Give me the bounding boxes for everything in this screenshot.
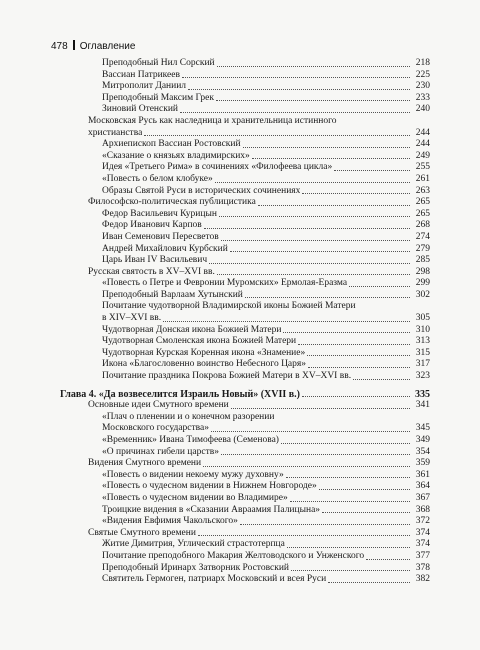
leader-dots (252, 157, 410, 159)
toc-page-number: 249 (415, 150, 430, 161)
toc-subsection-entry[interactable] (88, 435, 430, 447)
leader-dots (217, 65, 410, 67)
toc-page-number: 313 (415, 336, 430, 347)
leader-dots (243, 146, 410, 148)
toc-page-number: 240 (415, 104, 430, 115)
toc-page-number: 274 (415, 231, 430, 242)
toc-subsection-entry[interactable] (88, 493, 430, 505)
toc-entry-title: Вассиан Патрикеев (102, 69, 180, 80)
toc-subsection-entry[interactable] (88, 81, 430, 93)
leader-dots (163, 320, 410, 322)
leader-dots (302, 192, 410, 194)
toc-page-number: 372 (415, 516, 430, 527)
leader-dots (215, 181, 410, 183)
toc-entry-title: Федор Васильевич Курицын (102, 208, 217, 219)
toc-subsection-entry[interactable] (88, 244, 430, 256)
toc-page-number: 361 (415, 469, 430, 480)
header-separator (73, 40, 75, 50)
toc-page-number: 285 (415, 255, 430, 266)
toc-page-number: 341 (415, 400, 430, 411)
toc-page-number: 255 (415, 162, 430, 173)
toc-entry-title: Русская святость в XV–XVI вв. (88, 266, 215, 277)
toc-entry-title: Митрополит Даниил (102, 81, 187, 92)
toc-entry-title: Глава 4. «Да возвеселится Израиль Новый» (XVII в.) (60, 388, 300, 400)
toc-subsection-entry[interactable] (88, 93, 430, 105)
toc-entry-title: Идея «Третьего Рима» в сочинениях «Филофеева цикла» (102, 162, 333, 173)
toc-entry-title: Почитание преподобного Макария Желтоводского и Унженского (102, 550, 365, 561)
leader-dots (319, 488, 410, 490)
toc-entry-title: Иван Семенович Пересветов (102, 231, 219, 242)
leader-dots (219, 215, 410, 217)
toc-entry-title: Федор Иванович Карпов (102, 220, 202, 231)
toc-page-number: 279 (415, 243, 430, 254)
toc-page-number: 305 (415, 313, 430, 324)
toc-page-number: 302 (415, 289, 430, 300)
toc-subsection-entry[interactable] (88, 563, 430, 575)
toc-subsection-entry[interactable] (88, 174, 430, 186)
toc-entry-title: «Повесть о Петре и Февронии Муромских» Ермолая-Еразма (102, 278, 348, 289)
leader-dots (366, 558, 410, 560)
toc-subsection-entry[interactable] (88, 139, 430, 151)
leader-dots (209, 262, 410, 264)
leader-dots (217, 273, 410, 275)
header-title: Оглавление (79, 41, 136, 52)
leader-dots (334, 169, 410, 171)
toc-section-entry[interactable] (88, 458, 430, 470)
toc-entry-title: Преподобный Иринарх Затворник Ростовский (102, 562, 290, 573)
toc-page-number: 218 (415, 58, 430, 68)
toc-entry-title: Почитание праздника Покрова Божией Матери в XV–XVI вв. (102, 371, 352, 382)
toc-entry-title: в XIV–XVI вв. (102, 313, 162, 324)
toc-entry-title: Образы Святой Руси в исторических сочинениях (102, 185, 301, 196)
toc-entry-title: Преподобный Нил Сорский (102, 58, 215, 68)
toc-subsection-entry[interactable] (88, 313, 430, 325)
toc-subsection-entry[interactable] (88, 151, 430, 163)
leader-dots (258, 204, 410, 206)
running-header (51, 40, 135, 52)
leader-dots (283, 331, 410, 333)
toc-section-entry[interactable] (88, 267, 430, 279)
toc-subsection-entry[interactable] (88, 325, 430, 337)
leader-dots (204, 227, 410, 229)
toc-subsection-entry[interactable] (88, 186, 430, 198)
toc-page-number: 335 (415, 388, 430, 400)
toc-page-number: 268 (415, 220, 430, 231)
leader-dots (349, 285, 410, 287)
toc-page-number: 317 (415, 359, 430, 370)
toc-entry-title: Философско-политическая публицистика (88, 197, 256, 208)
toc-page-number: 265 (415, 208, 430, 219)
toc-page-number: 244 (415, 127, 430, 138)
leader-dots (286, 476, 410, 478)
toc-subsection-entry[interactable] (88, 232, 430, 244)
leader-dots (144, 134, 410, 136)
toc-section-entry[interactable] (88, 116, 430, 128)
toc-page-number: 382 (415, 574, 430, 585)
toc-entry-title: «Временник» Ивана Тимофеева (Семенова) (102, 435, 279, 445)
toc-entry-title: «О причинах гибели царств» (102, 446, 219, 457)
leader-dots (308, 366, 410, 368)
toc-page-number: 374 (415, 539, 430, 550)
toc-entry-title: Преподобный Варлаам Хутынский (102, 289, 243, 300)
leader-dots (291, 569, 410, 571)
toc-subsection-entry[interactable] (88, 278, 430, 290)
leader-dots (245, 296, 410, 298)
leader-dots (221, 239, 410, 241)
toc-page-number: 263 (415, 185, 430, 196)
leader-dots (287, 546, 410, 548)
toc-page-number: 225 (415, 69, 430, 80)
toc-entry-title: Царь Иван IV Васильевич (102, 255, 208, 266)
toc-entry-title: Чудотворная Смоленская икона Божией Матери (102, 336, 297, 347)
toc-subsection-entry[interactable] (88, 290, 430, 302)
toc-subsection-entry[interactable] (88, 220, 430, 232)
leader-dots (211, 430, 410, 432)
toc-subsection-entry[interactable] (88, 255, 430, 267)
toc-subsection-entry[interactable] (88, 539, 430, 551)
toc-page-number: 377 (415, 550, 430, 561)
leader-dots (328, 581, 410, 583)
toc-subsection-entry[interactable] (88, 359, 430, 371)
toc-page-number: 230 (415, 81, 430, 92)
toc-page-number: 367 (415, 492, 430, 503)
toc-page-number: 310 (415, 324, 430, 335)
toc-entry-title: Архиепископ Вассиан Ростовский (102, 139, 241, 150)
toc-subsection-entry[interactable] (88, 516, 430, 528)
leader-dots (298, 343, 410, 345)
toc-page-number: 359 (415, 458, 430, 469)
table-of-contents (60, 58, 430, 586)
leader-dots (182, 76, 410, 78)
toc-entry-title: Икона «Благословенно воинство Небесного Царя» (102, 359, 307, 370)
leader-dots (353, 378, 410, 380)
leader-dots (203, 465, 410, 467)
toc-subsection-entry[interactable] (88, 371, 430, 383)
toc-section-entry[interactable] (88, 128, 430, 140)
toc-subsection-entry[interactable] (88, 301, 430, 313)
toc-entry-title: Московская Русь как наследница и хранительница истинного (88, 115, 337, 126)
toc-subsection-entry[interactable] (88, 209, 430, 221)
toc-subsection-entry[interactable] (88, 505, 430, 517)
toc-entry-title: «Сказание о князьях владимирских» (102, 150, 250, 161)
toc-page-number: 368 (415, 504, 430, 515)
toc-page-number: 354 (415, 446, 430, 457)
toc-section-entry[interactable] (88, 400, 430, 412)
toc-entry-title: «Видения Евфимия Чакольского» (102, 516, 238, 527)
toc-entry-title: Андрей Михайлович Курбский (102, 243, 228, 254)
toc-page-number: 323 (415, 371, 430, 382)
toc-entry-title: Почитание чудотворной Владимирской иконы Божией Матери (102, 301, 356, 312)
toc-page-number: 345 (415, 423, 430, 434)
leader-dots (188, 88, 410, 90)
toc-page-number: 261 (415, 173, 430, 184)
toc-subsection-entry[interactable] (88, 551, 430, 563)
toc-subsection-entry[interactable] (88, 58, 430, 70)
leader-dots (307, 354, 410, 356)
leader-dots (231, 407, 410, 409)
toc-subsection-entry[interactable] (88, 447, 430, 459)
toc-entry-title: «Повесть о белом клобуке» (102, 173, 213, 184)
toc-entry-title: Видения Смутного времени (88, 458, 202, 469)
toc-section-entry[interactable] (88, 197, 430, 209)
toc-page-number: 315 (415, 347, 430, 358)
toc-subsection-entry[interactable] (88, 104, 430, 116)
leader-dots (230, 250, 410, 252)
toc-entry-title: «Повесть о чудесном видении во Владимире» (102, 492, 288, 503)
toc-entry-title: «Повесть о видении некоему мужу духовну» (102, 469, 284, 480)
page-number: 478 (51, 41, 68, 52)
toc-page-number: 378 (415, 562, 430, 573)
toc-subsection-entry[interactable] (88, 470, 430, 482)
toc-page-number: 244 (415, 139, 430, 150)
toc-entry-title: Троицкие видения в «Сказании Авраамия Палицына» (102, 504, 321, 515)
leader-dots (221, 453, 410, 455)
toc-entry-title: Чудотворная Донская икона Божией Матери (102, 324, 282, 335)
toc-section-entry[interactable] (88, 528, 430, 540)
toc-entry-title: «Повесть о чудесном видении в Нижнем Новгороде» (102, 481, 317, 492)
toc-entry-title: Святитель Гермоген, патриарх Московский и всея Руси (102, 574, 327, 585)
toc-page-number: 374 (415, 527, 430, 538)
toc-page-number: 233 (415, 92, 430, 103)
leader-dots (281, 442, 410, 444)
toc-subsection-entry[interactable] (88, 481, 430, 493)
toc-subsection-entry[interactable] (88, 412, 430, 424)
toc-subsection-entry[interactable] (88, 348, 430, 360)
toc-subsection-entry[interactable] (88, 574, 430, 586)
leader-dots (180, 111, 410, 113)
leader-dots (290, 500, 410, 502)
toc-entry-title: Зиновий Отенский (102, 104, 179, 115)
toc-page-number: 265 (415, 197, 430, 208)
toc-entry-title: христианства (88, 127, 143, 138)
toc-entry-title: Житие Димитрия, Углический страстотерпца (102, 539, 285, 550)
toc-subsection-entry[interactable] (88, 70, 430, 82)
toc-entry-title: Святые Смутного времени (88, 527, 196, 538)
toc-entry-title: Преподобный Максим Грек (102, 92, 214, 103)
toc-subsection-entry[interactable] (88, 162, 430, 174)
leader-dots (240, 523, 410, 525)
toc-entry-title: Московского государства» (102, 423, 209, 434)
toc-chapter-entry[interactable] (60, 389, 430, 401)
toc-page-number: 364 (415, 481, 430, 492)
leader-dots (302, 395, 410, 397)
toc-entry-title: Основные идеи Смутного времени (88, 400, 229, 411)
leader-dots (198, 534, 410, 536)
toc-page-number: 299 (415, 278, 430, 289)
toc-entry-title: Чудотворная Курская Коренная икона «Знамение» (102, 347, 306, 358)
leader-dots (216, 99, 410, 101)
toc-entry-title: «Плач о пленении и о конечном разорении (102, 411, 275, 422)
toc-page-number: 349 (415, 435, 430, 445)
toc-page-number: 298 (415, 266, 430, 277)
toc-subsection-entry[interactable] (88, 336, 430, 348)
leader-dots (322, 511, 410, 513)
toc-subsection-entry[interactable] (88, 423, 430, 435)
